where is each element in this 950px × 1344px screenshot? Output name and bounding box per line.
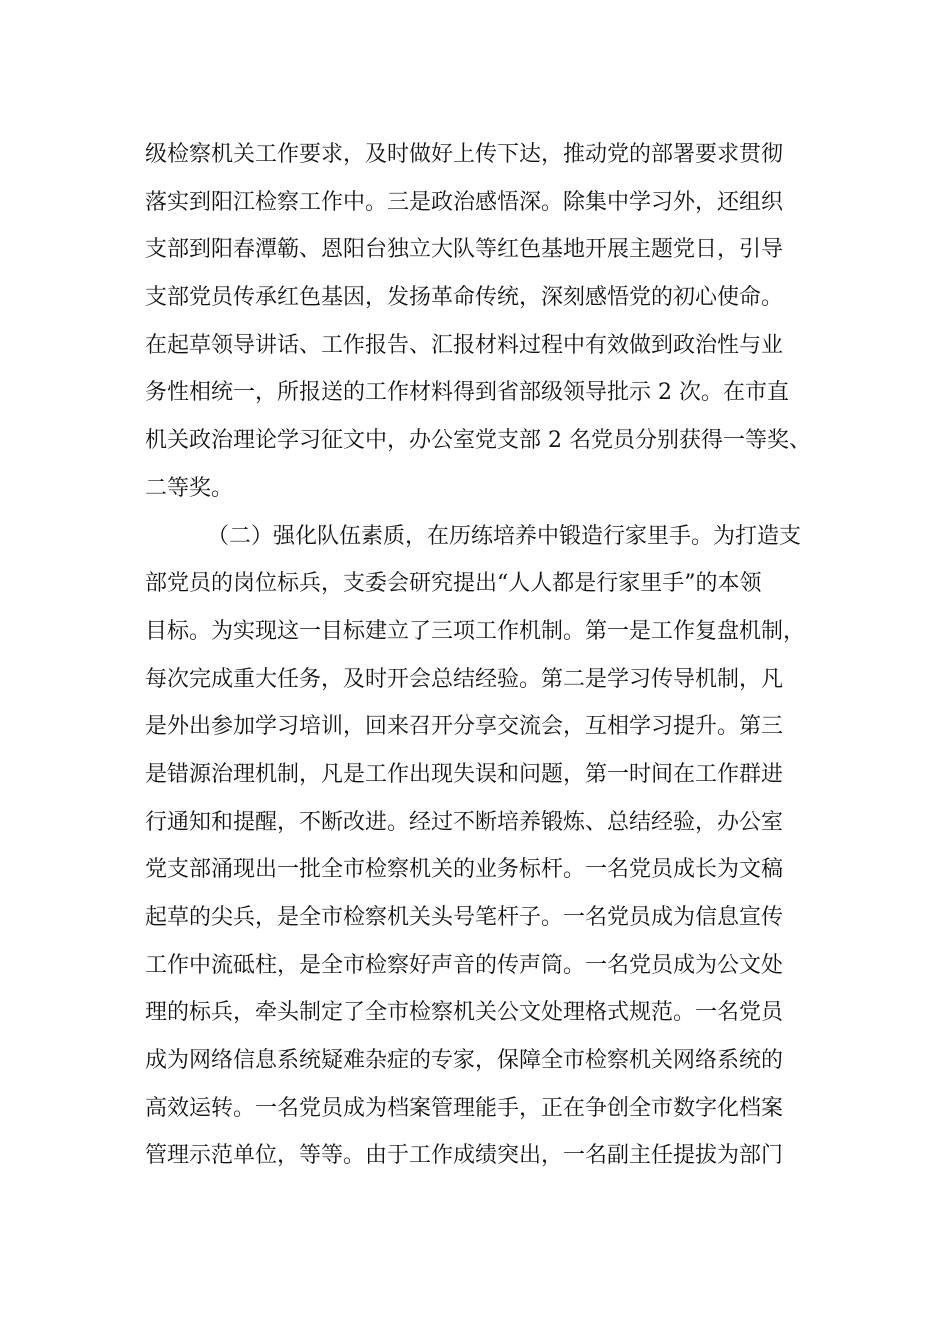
- document-page: [145, 131, 825, 1180]
- text-line: 高效运转。一名党员成为档案管理能手，正在争创全市数字化档案: [145, 1095, 784, 1121]
- text-line: 行通知和提醒，不断改进。经过不断培养锻炼、总结经验，办公室: [145, 809, 784, 835]
- paragraph: [145, 513, 825, 1181]
- text-line: 部党员的岗位标兵，支委会研究提出“人人都是行家里手”的本领: [145, 571, 762, 597]
- text-line: 在起草领导讲话、工作报告、汇报材料过程中有效做到政治性与业: [145, 332, 784, 358]
- text-line: 是错源治理机制，凡是工作出现失误和问题，第一时间在工作群进: [145, 761, 784, 787]
- text-line: 务性相统一，所报送的工作材料得到省部级领导批示 2 次。在市直: [145, 380, 789, 406]
- paragraph: [145, 131, 825, 513]
- text-line: 目标。为实现这一目标建立了三项工作机制。第一是工作复盘机制，: [145, 618, 806, 644]
- text-line: 支部到阳春潭簕、恩阳台独立大队等红色基地开展主题党日，引导: [145, 237, 784, 263]
- text-line: 管理示范单位，等等。由于工作成绩突出，一名副主任提拔为部门: [145, 1143, 784, 1169]
- text-line: 是外出参加学习培训，回来召开分享交流会，互相学习提升。第三: [145, 714, 784, 740]
- text-line: 级检察机关工作要求，及时做好上传下达，推动党的部署要求贯彻: [145, 142, 784, 167]
- text-line: 党支部涌现出一批全市检察机关的业务标杆。一名党员成长为文稿: [145, 857, 784, 883]
- text-line: 理的标兵，牵头制定了全市检察机关公文处理格式规范。一名党员: [145, 1000, 784, 1026]
- text-line: 落实到阳江检察工作中。三是政治感悟深。除集中学习外，还组织: [145, 189, 784, 215]
- text-line: 成为网络信息系统疑难杂症的专家，保障全市检察机关网络系统的: [145, 1048, 784, 1074]
- text-line: 每次完成重大任务，及时开会总结经验。第二是学习传导机制，凡: [145, 666, 784, 692]
- text-line: 机关政治理论学习征文中，办公室党支部 2 名党员分别获得一等奖、: [145, 428, 811, 454]
- text-line: 起草的尖兵，是全市检察机关头号笔杆子。一名党员成为信息宣传: [145, 905, 784, 930]
- text-line: 支部党员传承红色基因，发扬革命传统，深刻感悟党的初心使命。: [145, 285, 784, 311]
- text-line: 二等奖。: [145, 475, 234, 501]
- text-line: （二）强化队伍素质，在历练培养中锻造行家里手。为打造支: [207, 523, 802, 549]
- text-line: 工作中流砥柱，是全市检察好声音的传声筒。一名党员成为公文处: [145, 952, 784, 978]
